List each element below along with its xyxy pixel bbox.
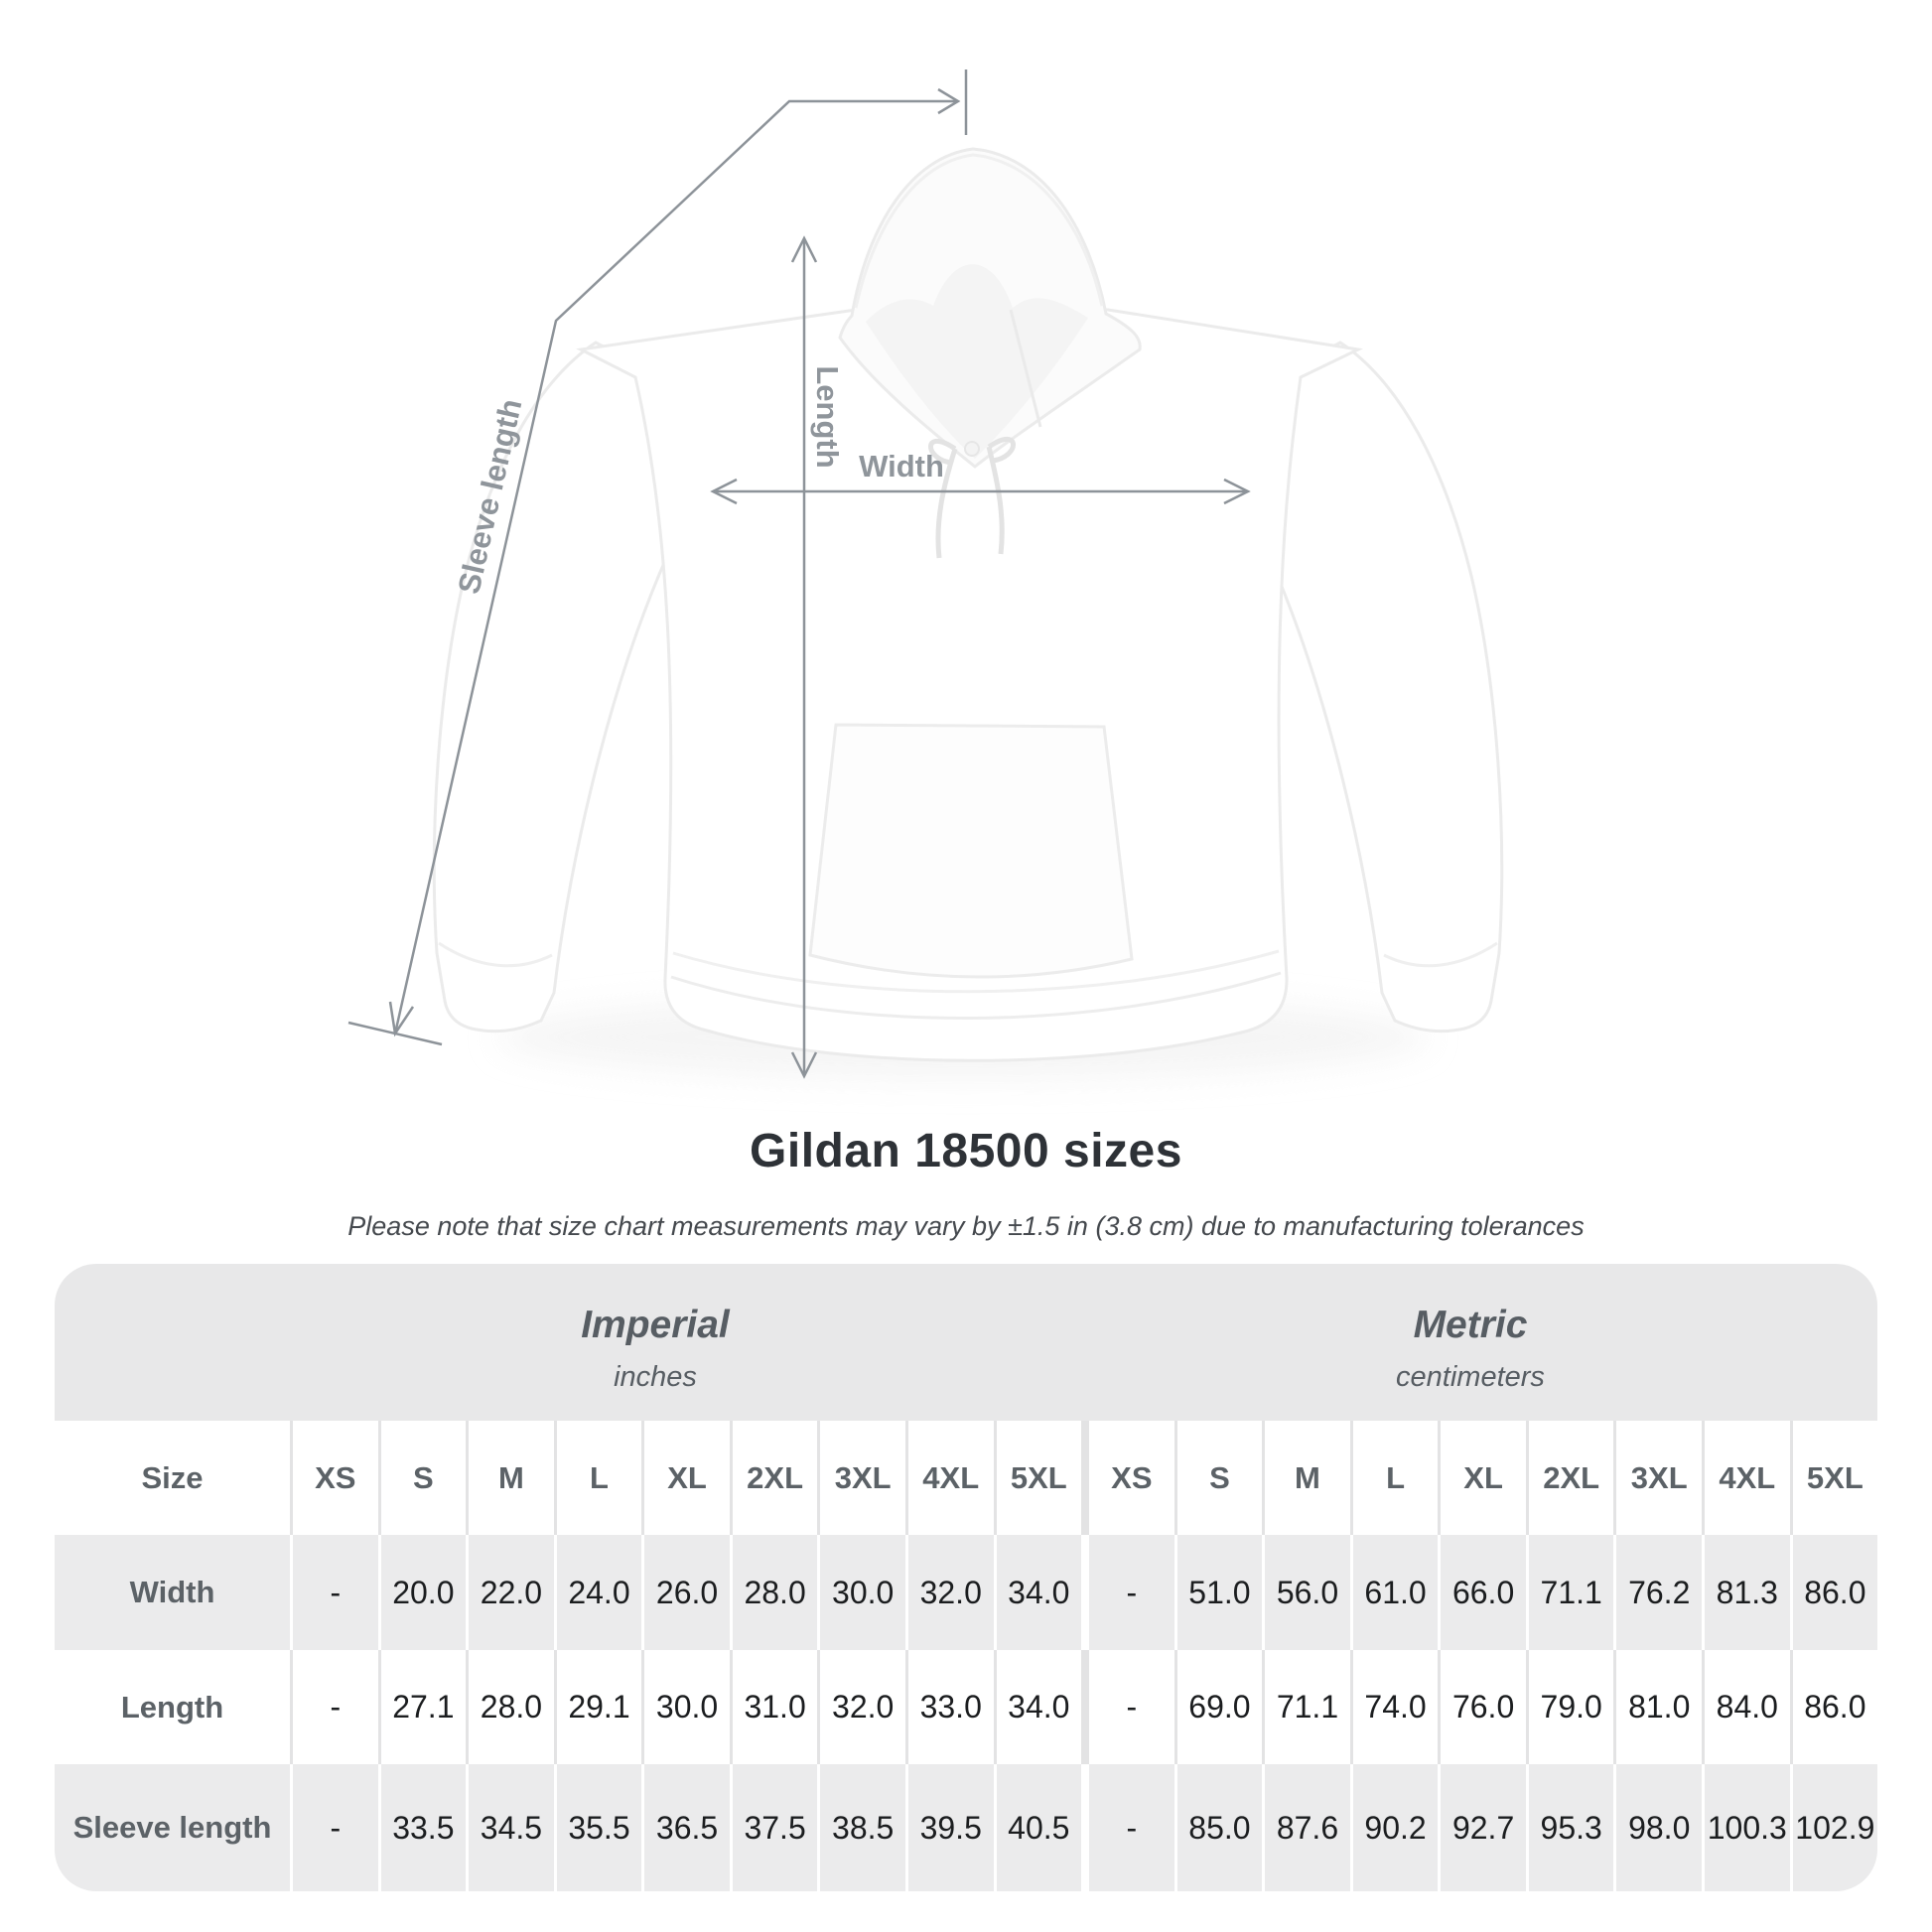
measurement-value: 90.2	[1350, 1764, 1439, 1891]
size-col-header: 5XL	[1790, 1421, 1877, 1535]
size-col-header: L	[554, 1421, 642, 1535]
measurement-value: 66.0	[1438, 1535, 1526, 1650]
measurement-value: 37.5	[730, 1764, 818, 1891]
measurement-value: 34.5	[466, 1764, 554, 1891]
measurement-value: 92.7	[1438, 1764, 1526, 1891]
imperial-label: Imperial	[581, 1304, 730, 1346]
measurement-value: 86.0	[1790, 1535, 1877, 1650]
sleeve-length-label: Sleeve length	[451, 395, 529, 598]
measurement-value: 30.0	[817, 1535, 905, 1650]
size-table	[55, 1264, 1877, 1891]
table-row	[55, 1764, 1877, 1891]
measurement-value: 29.1	[554, 1650, 642, 1764]
size-col-header: XL	[641, 1421, 730, 1535]
measurement-value: 27.1	[378, 1650, 467, 1764]
row-label: Width	[129, 1575, 215, 1609]
size-col-header: 5XL	[994, 1421, 1082, 1535]
measurement-value: 34.0	[994, 1535, 1082, 1650]
measurement-value: 79.0	[1526, 1650, 1614, 1764]
measurement-value: 81.0	[1613, 1650, 1702, 1764]
table-row	[55, 1535, 1877, 1650]
size-col-header: 3XL	[817, 1421, 905, 1535]
metric-group-header	[1222, 1264, 1719, 1421]
size-col-header: 4XL	[905, 1421, 994, 1535]
table-row	[55, 1650, 1877, 1764]
size-col-header: XS	[290, 1421, 378, 1535]
measurement-value: 76.2	[1613, 1535, 1702, 1650]
row-label: Length	[120, 1689, 224, 1725]
measurement-value: 22.0	[466, 1535, 554, 1650]
measurement-value: 71.1	[1262, 1650, 1350, 1764]
measurement-value: 69.0	[1174, 1650, 1263, 1764]
unit-header-band	[55, 1264, 1877, 1421]
measurement-value: 51.0	[1174, 1535, 1263, 1650]
size-col-header: 2XL	[730, 1421, 818, 1535]
size-col-header: L	[1350, 1421, 1439, 1535]
measurement-value: 95.3	[1526, 1764, 1614, 1891]
size-col-header: M	[1262, 1421, 1350, 1535]
measurement-value: 87.6	[1262, 1764, 1350, 1891]
measurement-value: 28.0	[730, 1535, 818, 1650]
measurement-value: 98.0	[1613, 1764, 1702, 1891]
size-header-row	[55, 1421, 1877, 1535]
measurement-value: -	[1081, 1535, 1174, 1650]
measurement-value: -	[1081, 1650, 1174, 1764]
measurement-value: 30.0	[641, 1650, 730, 1764]
measurement-value: 20.0	[378, 1535, 467, 1650]
measurement-value: 84.0	[1702, 1650, 1790, 1764]
page-title: Gildan 18500 sizes	[750, 1125, 1182, 1177]
width-label: Width	[859, 449, 944, 483]
metric-label: Metric	[1413, 1304, 1528, 1346]
measurement-value: 100.3	[1702, 1764, 1790, 1891]
measurement-value: 24.0	[554, 1535, 642, 1650]
measurement-value: 35.5	[554, 1764, 642, 1891]
measurement-value: 85.0	[1174, 1764, 1263, 1891]
size-col-header: S	[1174, 1421, 1263, 1535]
tolerance-note: Please note that size chart measurements may vary by ±1.5 in (3.8 cm) due to manufacturing tolerances	[347, 1211, 1585, 1241]
measurement-value: 36.5	[641, 1764, 730, 1891]
measurement-value: 33.0	[905, 1650, 994, 1764]
measurement-value: 71.1	[1526, 1535, 1614, 1650]
length-label: Length	[810, 365, 845, 469]
imperial-unit-label: inches	[614, 1361, 697, 1393]
measurement-value: 81.3	[1702, 1535, 1790, 1650]
size-col-header: M	[466, 1421, 554, 1535]
table-rows	[55, 1421, 1877, 1891]
imperial-group-header	[407, 1264, 903, 1421]
measurement-value: 33.5	[378, 1764, 467, 1891]
measurement-value: 74.0	[1350, 1650, 1439, 1764]
size-col-header: 2XL	[1526, 1421, 1614, 1535]
measurement-value: -	[290, 1650, 378, 1764]
metric-unit-label: centimeters	[1396, 1361, 1545, 1393]
measurement-value: 102.9	[1790, 1764, 1877, 1891]
measurement-value: 31.0	[730, 1650, 818, 1764]
measurement-value: 40.5	[994, 1764, 1082, 1891]
measurement-value: -	[1081, 1764, 1174, 1891]
measurement-value: 39.5	[905, 1764, 994, 1891]
size-col-header: XS	[1081, 1421, 1174, 1535]
measurement-value: -	[290, 1764, 378, 1891]
measurement-value: 32.0	[905, 1535, 994, 1650]
measurement-value: 56.0	[1262, 1535, 1350, 1650]
size-col-header: XL	[1438, 1421, 1526, 1535]
measurement-value: 76.0	[1438, 1650, 1526, 1764]
measurement-value: 34.0	[994, 1650, 1082, 1764]
measurement-value: 32.0	[817, 1650, 905, 1764]
size-col-header: 4XL	[1702, 1421, 1790, 1535]
size-col-header: 3XL	[1613, 1421, 1702, 1535]
measurement-value: 61.0	[1350, 1535, 1439, 1650]
row-label: Sleeve length	[72, 1810, 272, 1845]
measurement-value: 38.5	[817, 1764, 905, 1891]
measurement-value: 26.0	[641, 1535, 730, 1650]
size-col-header: S	[378, 1421, 467, 1535]
measurement-value: 86.0	[1790, 1650, 1877, 1764]
size-header-label: Size	[141, 1459, 204, 1495]
measurement-value: 28.0	[466, 1650, 554, 1764]
measurement-value: -	[290, 1535, 378, 1650]
